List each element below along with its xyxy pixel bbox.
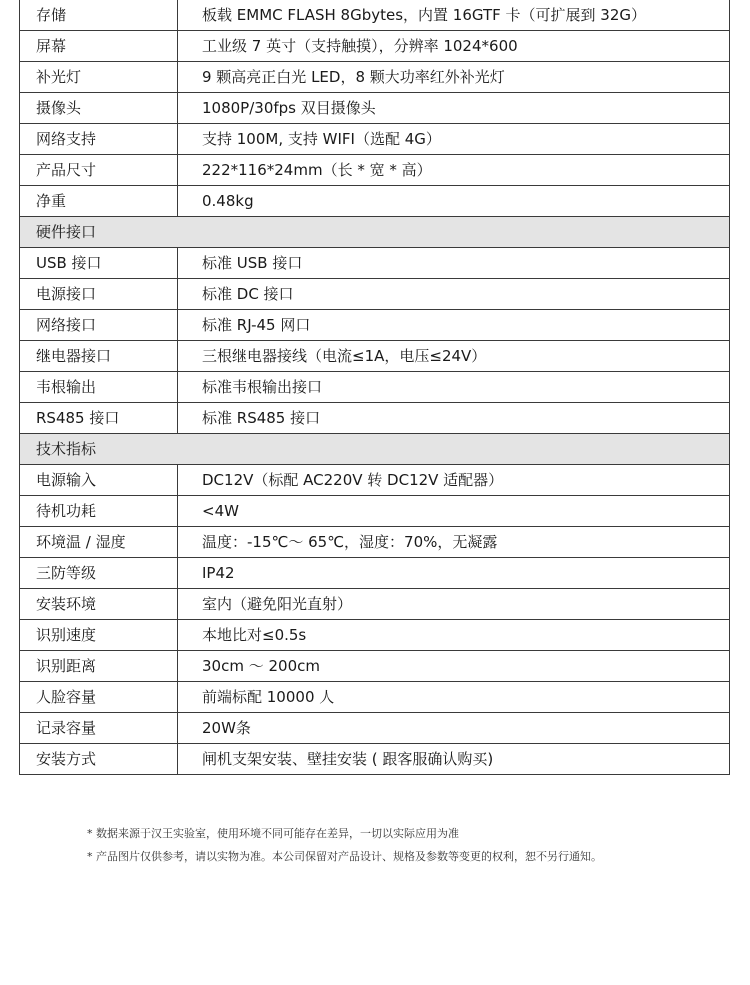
section-header-row bbox=[20, 434, 730, 465]
table-row bbox=[20, 713, 730, 744]
spec-value: 标准韦根输出接口 bbox=[178, 372, 730, 403]
spec-value: 工业级 7 英寸（支持触摸），分辨率 1024*600 bbox=[178, 31, 730, 62]
spec-label: 待机功耗 bbox=[20, 496, 178, 527]
table-row bbox=[20, 496, 730, 527]
table-row bbox=[20, 403, 730, 434]
table-row bbox=[20, 248, 730, 279]
spec-label: 三防等级 bbox=[20, 558, 178, 589]
spec-value: <4W bbox=[178, 496, 730, 527]
spec-value: 标准 RS485 接口 bbox=[178, 403, 730, 434]
section-header-row bbox=[20, 217, 730, 248]
spec-value: 1080P/30fps 双目摄像头 bbox=[178, 93, 730, 124]
spec-value: 板载 EMMC FLASH 8Gbytes，内置 16GTF 卡（可扩展到 32G） bbox=[178, 0, 730, 31]
table-row bbox=[20, 527, 730, 558]
spec-value: 三根继电器接线（电流≤1A，电压≤24V） bbox=[178, 341, 730, 372]
spec-label: 电源输入 bbox=[20, 465, 178, 496]
spec-value: 30cm ～ 200cm bbox=[178, 651, 730, 682]
spec-label: 补光灯 bbox=[20, 62, 178, 93]
spec-value: 温度：-15℃～ 65℃，湿度：70%，无凝露 bbox=[178, 527, 730, 558]
footnote-image-disclaimer: * 产品图片仅供参考，请以实物为准。本公司保留对产品设计、规格及参数等变更的权利，恕不另行通知。 bbox=[87, 850, 602, 863]
spec-label: 人脸容量 bbox=[20, 682, 178, 713]
spec-value: 20W条 bbox=[178, 713, 730, 744]
table-row bbox=[20, 620, 730, 651]
table-row bbox=[20, 310, 730, 341]
spec-value: DC12V（标配 AC220V 转 DC12V 适配器） bbox=[178, 465, 730, 496]
spec-label: 屏幕 bbox=[20, 31, 178, 62]
table-row bbox=[20, 558, 730, 589]
table-row bbox=[20, 124, 730, 155]
section-title: 硬件接口 bbox=[20, 217, 730, 248]
table-row bbox=[20, 155, 730, 186]
table-row bbox=[20, 62, 730, 93]
table-row bbox=[20, 0, 730, 31]
spec-value: 支持 100M, 支持 WIFI（选配 4G） bbox=[178, 124, 730, 155]
spec-label: 净重 bbox=[20, 186, 178, 217]
table-row bbox=[20, 682, 730, 713]
spec-label: 安装环境 bbox=[20, 589, 178, 620]
footnotes bbox=[87, 822, 602, 868]
spec-value: 本地比对≤0.5s bbox=[178, 620, 730, 651]
spec-value: 9 颗高亮正白光 LED，8 颗大功率红外补光灯 bbox=[178, 62, 730, 93]
table-row bbox=[20, 31, 730, 62]
table-row bbox=[20, 341, 730, 372]
spec-label: 韦根输出 bbox=[20, 372, 178, 403]
section-title: 技术指标 bbox=[20, 434, 730, 465]
spec-label: 产品尺寸 bbox=[20, 155, 178, 186]
spec-label: 环境温 / 湿度 bbox=[20, 527, 178, 558]
table-row bbox=[20, 93, 730, 124]
table-row bbox=[20, 465, 730, 496]
spec-label: 摄像头 bbox=[20, 93, 178, 124]
spec-table-body bbox=[20, 0, 730, 775]
spec-label: RS485 接口 bbox=[20, 403, 178, 434]
table-row bbox=[20, 589, 730, 620]
table-row bbox=[20, 186, 730, 217]
spec-label: 存储 bbox=[20, 0, 178, 31]
spec-label: 识别速度 bbox=[20, 620, 178, 651]
spec-value: 前端标配 10000 人 bbox=[178, 682, 730, 713]
spec-value: 标准 RJ-45 网口 bbox=[178, 310, 730, 341]
spec-table bbox=[19, 0, 730, 775]
spec-value: 标准 USB 接口 bbox=[178, 248, 730, 279]
spec-value: 闸机支架安装、壁挂安装 ( 跟客服确认购买) bbox=[178, 744, 730, 775]
spec-label: 网络接口 bbox=[20, 310, 178, 341]
table-row bbox=[20, 372, 730, 403]
spec-label: 记录容量 bbox=[20, 713, 178, 744]
spec-label: 安装方式 bbox=[20, 744, 178, 775]
table-row bbox=[20, 651, 730, 682]
spec-value: 0.48kg bbox=[178, 186, 730, 217]
footnote-data-source: * 数据来源于汉王实验室，使用环境不同可能存在差异，一切以实际应用为准 bbox=[87, 827, 459, 840]
spec-value: 标准 DC 接口 bbox=[178, 279, 730, 310]
spec-label: 网络支持 bbox=[20, 124, 178, 155]
spec-value: 室内（避免阳光直射） bbox=[178, 589, 730, 620]
spec-label: 继电器接口 bbox=[20, 341, 178, 372]
table-row bbox=[20, 744, 730, 775]
spec-label: 识别距离 bbox=[20, 651, 178, 682]
table-row bbox=[20, 279, 730, 310]
spec-value: 222*116*24mm（长 * 宽 * 高） bbox=[178, 155, 730, 186]
spec-label: USB 接口 bbox=[20, 248, 178, 279]
spec-value: IP42 bbox=[178, 558, 730, 589]
spec-label: 电源接口 bbox=[20, 279, 178, 310]
